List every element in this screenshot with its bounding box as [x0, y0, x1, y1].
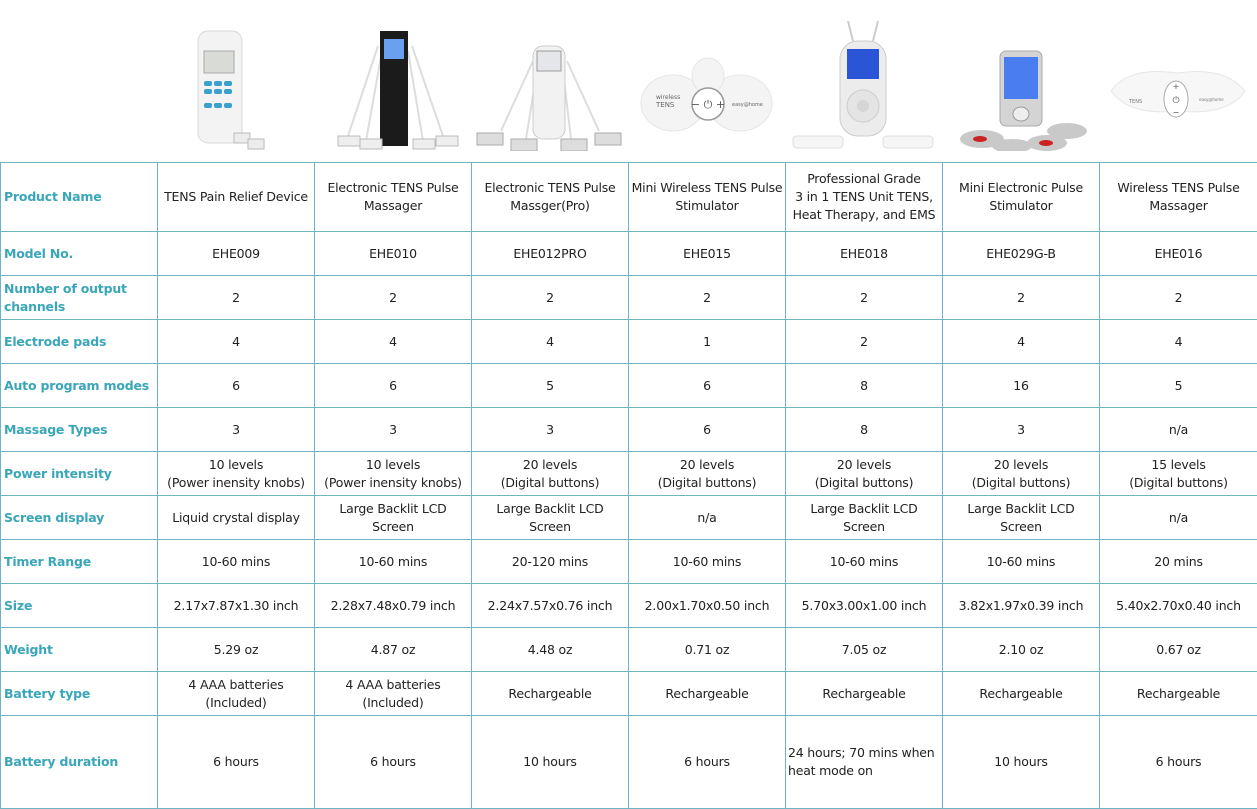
cell: 6	[158, 364, 315, 408]
product-image-5	[785, 0, 942, 162]
cell: 2.00x1.70x0.50 inch	[629, 584, 786, 628]
cell: EHE012PRO	[472, 232, 629, 276]
cell: 3	[943, 408, 1100, 452]
product-images-row	[0, 0, 1257, 162]
cell: TENS Pain Relief Device	[158, 163, 315, 232]
cell: Rechargeable	[1100, 672, 1257, 716]
cell	[786, 163, 943, 232]
cell: 5	[472, 364, 629, 408]
product-image-7	[1099, 0, 1257, 162]
cell-line: 20 levels	[945, 456, 1097, 474]
cell: EHE016	[1100, 232, 1257, 276]
cell-line: (Digital buttons)	[631, 474, 783, 492]
table-row-product-name	[1, 163, 1257, 232]
cell: 6	[315, 364, 472, 408]
svg-text:wireless: wireless	[656, 94, 680, 101]
cell: Rechargeable	[629, 672, 786, 716]
cell: 0.71 oz	[629, 628, 786, 672]
table-row-screen	[1, 496, 1257, 540]
cell: Mini Electronic Pulse Stimulator	[943, 163, 1100, 232]
cell: n/a	[1100, 408, 1257, 452]
row-label: Product Name	[1, 163, 158, 232]
cell: EHE010	[315, 232, 472, 276]
cell: 4	[158, 320, 315, 364]
product-image-3	[471, 0, 628, 162]
cell-line: (Power inensity knobs)	[160, 474, 312, 492]
cell: 5.70x3.00x1.00 inch	[786, 584, 943, 628]
cell-line: 20 levels	[474, 456, 626, 474]
cell: 4	[1100, 320, 1257, 364]
table-row-timer	[1, 540, 1257, 584]
table-row-massage-types	[1, 408, 1257, 452]
cell	[943, 452, 1100, 496]
cell: 6 hours	[315, 716, 472, 809]
comparison-table	[0, 162, 1257, 809]
svg-text:TENS: TENS	[1128, 99, 1142, 105]
cell	[315, 672, 472, 716]
cell: 3.82x1.97x0.39 inch	[943, 584, 1100, 628]
cell-line: 3 in 1 TENS Unit TENS,	[788, 188, 940, 206]
cell-line: (Included)	[317, 694, 469, 712]
cell: 8	[786, 408, 943, 452]
mini-electronic-stimulator-icon	[942, 11, 1099, 151]
cell: Wireless TENS Pulse Massager	[1100, 163, 1257, 232]
cell: Large Backlit LCD Screen	[315, 496, 472, 540]
cell-line: (Digital buttons)	[945, 474, 1097, 492]
cell: 7.05 oz	[786, 628, 943, 672]
cell: Large Backlit LCD Screen	[472, 496, 629, 540]
wireless-tens-pad-icon	[1099, 11, 1257, 151]
cell: 8	[786, 364, 943, 408]
cell: EHE015	[629, 232, 786, 276]
table-row-weight	[1, 628, 1257, 672]
svg-text:+: +	[1173, 82, 1180, 91]
cell: 2	[786, 276, 943, 320]
cell: 10 hours	[943, 716, 1100, 809]
cell-line: 20 levels	[631, 456, 783, 474]
cell: Rechargeable	[472, 672, 629, 716]
cell	[158, 672, 315, 716]
row-label: Size	[1, 584, 158, 628]
cell-line: Heat Therapy, and EMS	[788, 206, 940, 224]
row-label: Timer Range	[1, 540, 158, 584]
cell	[158, 452, 315, 496]
svg-text:⏻: ⏻	[1172, 95, 1179, 106]
table-row-pads	[1, 320, 1257, 364]
row-label: Model No.	[1, 232, 158, 276]
row-label: Battery duration	[1, 716, 158, 809]
cell: 16	[943, 364, 1100, 408]
cell: EHE029G-B	[943, 232, 1100, 276]
cell: 4	[472, 320, 629, 364]
cell: 2	[158, 276, 315, 320]
cell-line: (Digital buttons)	[474, 474, 626, 492]
cell: 3	[315, 408, 472, 452]
cell-line: Professional Grade	[788, 170, 940, 188]
cell: Mini Wireless TENS Pulse Stimulator	[629, 163, 786, 232]
cell: 6 hours	[1100, 716, 1257, 809]
cell: 10 hours	[472, 716, 629, 809]
cell: 2.17x7.87x1.30 inch	[158, 584, 315, 628]
cell: 2	[1100, 276, 1257, 320]
cell: 2.10 oz	[943, 628, 1100, 672]
cell: 1	[629, 320, 786, 364]
cell	[629, 452, 786, 496]
wireless-tens-icon	[628, 11, 785, 151]
svg-text:TENS: TENS	[655, 101, 675, 109]
cell: EHE018	[786, 232, 943, 276]
row-label: Number of output channels	[1, 276, 158, 320]
cell: 6	[629, 364, 786, 408]
cell: 10-60 mins	[629, 540, 786, 584]
product-image-1	[157, 0, 314, 162]
cell-line: 4 AAA batteries	[317, 676, 469, 694]
cell-line: 20 levels	[788, 456, 940, 474]
tens-device-pro-icon	[471, 11, 628, 151]
row-label: Electrode pads	[1, 320, 158, 364]
cell: 20 mins	[1100, 540, 1257, 584]
row-label: Screen display	[1, 496, 158, 540]
table-row-channels	[1, 276, 1257, 320]
tens-device-black-icon	[318, 11, 468, 151]
cell: Electronic TENS Pulse Massager	[315, 163, 472, 232]
cell-line: 15 levels	[1102, 456, 1255, 474]
svg-text:easy@home: easy@home	[1199, 97, 1224, 102]
tens-ems-heat-icon	[785, 11, 942, 151]
cell: 10-60 mins	[315, 540, 472, 584]
cell: 2	[943, 276, 1100, 320]
table-row-programs	[1, 364, 1257, 408]
cell: n/a	[629, 496, 786, 540]
table-row-battery	[1, 672, 1257, 716]
cell: n/a	[1100, 496, 1257, 540]
row-label: Weight	[1, 628, 158, 672]
cell: 24 hours; 70 mins when heat mode on	[786, 716, 943, 809]
cell: EHE009	[158, 232, 315, 276]
svg-text:− ⏻ +: − ⏻ +	[691, 98, 725, 111]
cell: 2	[315, 276, 472, 320]
cell-line: 4 AAA batteries	[160, 676, 312, 694]
row-label: Massage Types	[1, 408, 158, 452]
cell	[1100, 452, 1257, 496]
cell-line: (Included)	[160, 694, 312, 712]
cell: 4	[315, 320, 472, 364]
cell: 2.24x7.57x0.76 inch	[472, 584, 629, 628]
cell: 5.29 oz	[158, 628, 315, 672]
cell: 6 hours	[629, 716, 786, 809]
cell: 20-120 mins	[472, 540, 629, 584]
table-row-duration	[1, 716, 1257, 809]
cell: 10-60 mins	[158, 540, 315, 584]
cell: 10-60 mins	[786, 540, 943, 584]
cell: 4	[943, 320, 1100, 364]
cell	[315, 452, 472, 496]
tens-device-icon	[176, 11, 296, 151]
cell: 2.28x7.48x0.79 inch	[315, 584, 472, 628]
product-image-4	[628, 0, 785, 162]
cell: 4.87 oz	[315, 628, 472, 672]
cell-line: (Digital buttons)	[1102, 474, 1255, 492]
cell: Large Backlit LCD Screen	[786, 496, 943, 540]
cell: 0.67 oz	[1100, 628, 1257, 672]
cell: 2	[629, 276, 786, 320]
svg-text:easy@home: easy@home	[732, 102, 763, 108]
cell-line: (Power inensity knobs)	[317, 474, 469, 492]
svg-text:−: −	[1173, 108, 1180, 117]
row-label: Battery type	[1, 672, 158, 716]
product-image-2	[314, 0, 471, 162]
cell-line: 10 levels	[317, 456, 469, 474]
cell: Rechargeable	[786, 672, 943, 716]
cell: 10-60 mins	[943, 540, 1100, 584]
cell-line: (Digital buttons)	[788, 474, 940, 492]
cell: 4.48 oz	[472, 628, 629, 672]
row-label: Power intensity	[1, 452, 158, 496]
cell: Electronic TENS Pulse Massger(Pro)	[472, 163, 629, 232]
cell: 3	[472, 408, 629, 452]
cell: 5.40x2.70x0.40 inch	[1100, 584, 1257, 628]
cell: 6	[629, 408, 786, 452]
cell: 3	[158, 408, 315, 452]
table-row-model	[1, 232, 1257, 276]
cell	[472, 452, 629, 496]
row-label: Auto program modes	[1, 364, 158, 408]
cell: 5	[1100, 364, 1257, 408]
table-row-power	[1, 452, 1257, 496]
cell: 2	[786, 320, 943, 364]
cell-line: 10 levels	[160, 456, 312, 474]
cell: 2	[472, 276, 629, 320]
cell: Rechargeable	[943, 672, 1100, 716]
product-image-6	[942, 0, 1099, 162]
cell: 6 hours	[158, 716, 315, 809]
cell	[786, 452, 943, 496]
cell: Large Backlit LCD Screen	[943, 496, 1100, 540]
cell: Liquid crystal display	[158, 496, 315, 540]
table-row-size	[1, 584, 1257, 628]
